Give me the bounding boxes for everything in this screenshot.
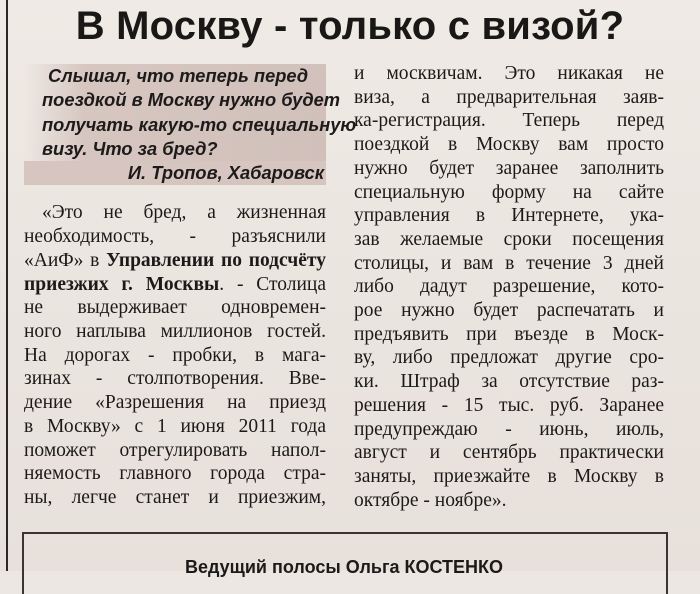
question-line: Слышал, что теперь перед bbox=[24, 64, 326, 88]
answer-line: август и сентябрь практически bbox=[354, 442, 664, 464]
answer-line: рое нужно будет распечатать и bbox=[354, 300, 664, 322]
answer-line: необходимость, - разъяснили bbox=[24, 226, 326, 248]
answer-fragment: . - Столица bbox=[219, 273, 326, 295]
answer-line: предъявить при въезде в Моск- bbox=[354, 323, 664, 345]
answer-line: октябре - ноябре». bbox=[354, 489, 507, 511]
answer-fragment: «АиФ» в bbox=[24, 249, 107, 271]
question-line: поездкой в Москву нужно будет bbox=[24, 88, 326, 112]
answer-line: нужно будет заранее заполнить bbox=[354, 157, 664, 179]
answer-line: «Это не бред, а жизненная bbox=[42, 202, 326, 224]
answer-line: в Москву» с 1 июня 2011 года bbox=[24, 415, 326, 437]
column-rule bbox=[6, 0, 8, 571]
answer-line: поможет отрегулировать напол- bbox=[24, 439, 326, 461]
answer-line: ки. Штраф за отсутствие раз- bbox=[354, 371, 664, 393]
answer-line: решения - 15 тыс. руб. Заранее bbox=[354, 394, 664, 416]
organization-name: Управлении по подсчёту bbox=[106, 249, 326, 271]
question-author: И. Тропов, Хабаровск bbox=[24, 161, 326, 185]
answer-line: На дорогах - пробки, в мага- bbox=[24, 344, 326, 366]
article-headline: В Москву - только с визой? bbox=[75, 4, 625, 48]
answer-line: ву, либо предложат другие сро- bbox=[354, 347, 664, 369]
question-line: визу. Что за бред? bbox=[24, 137, 326, 161]
answer-line: управления в Интернете, ука- bbox=[354, 205, 664, 227]
reader-question bbox=[24, 64, 357, 185]
organization-name: приезжих г. Москвы bbox=[24, 273, 220, 295]
right-column bbox=[354, 62, 664, 512]
answer-line: заняты, приезжайте в Москву в bbox=[354, 465, 664, 487]
answer-line bbox=[24, 249, 326, 273]
answer-line: поездкой в Москву вам просто bbox=[354, 134, 664, 156]
answer-line: ного наплыва миллионов гостей. bbox=[24, 321, 326, 342]
answer-line: няемость главного города стра- bbox=[24, 463, 326, 485]
answer-line: зав желаемые сроки посещения bbox=[354, 228, 664, 250]
answer-line bbox=[24, 273, 326, 297]
answer-line: ны, легче станет и приезжим, bbox=[24, 486, 326, 508]
answer-line: столицы, и вам в течение 3 дней bbox=[354, 252, 664, 274]
answer-line: зинах - столпотворения. Вве- bbox=[24, 368, 326, 390]
answer-line: виза, а предварительная заяв- bbox=[354, 86, 664, 108]
question-line: получать какую-то специальную bbox=[24, 113, 326, 137]
answer-line: предупреждаю - июнь, июль, bbox=[354, 418, 664, 440]
answer-line: либо дадут разрешение, кото- bbox=[354, 276, 664, 298]
answer-line: дение «Разрешения на приезд bbox=[24, 392, 326, 414]
left-column bbox=[24, 64, 357, 510]
answer-line: и москвичам. Это никакая не bbox=[354, 63, 664, 84]
answer-line: ка-регистрация. Теперь перед bbox=[354, 110, 664, 132]
answer-line: специальную форму на сайте bbox=[354, 181, 664, 203]
answer-text-left bbox=[24, 201, 326, 509]
page-editor-credit: Ведущий полосы Ольга КОСТЕНКО bbox=[184, 557, 504, 577]
answer-line: не выдерживает одновремен- bbox=[24, 297, 326, 319]
